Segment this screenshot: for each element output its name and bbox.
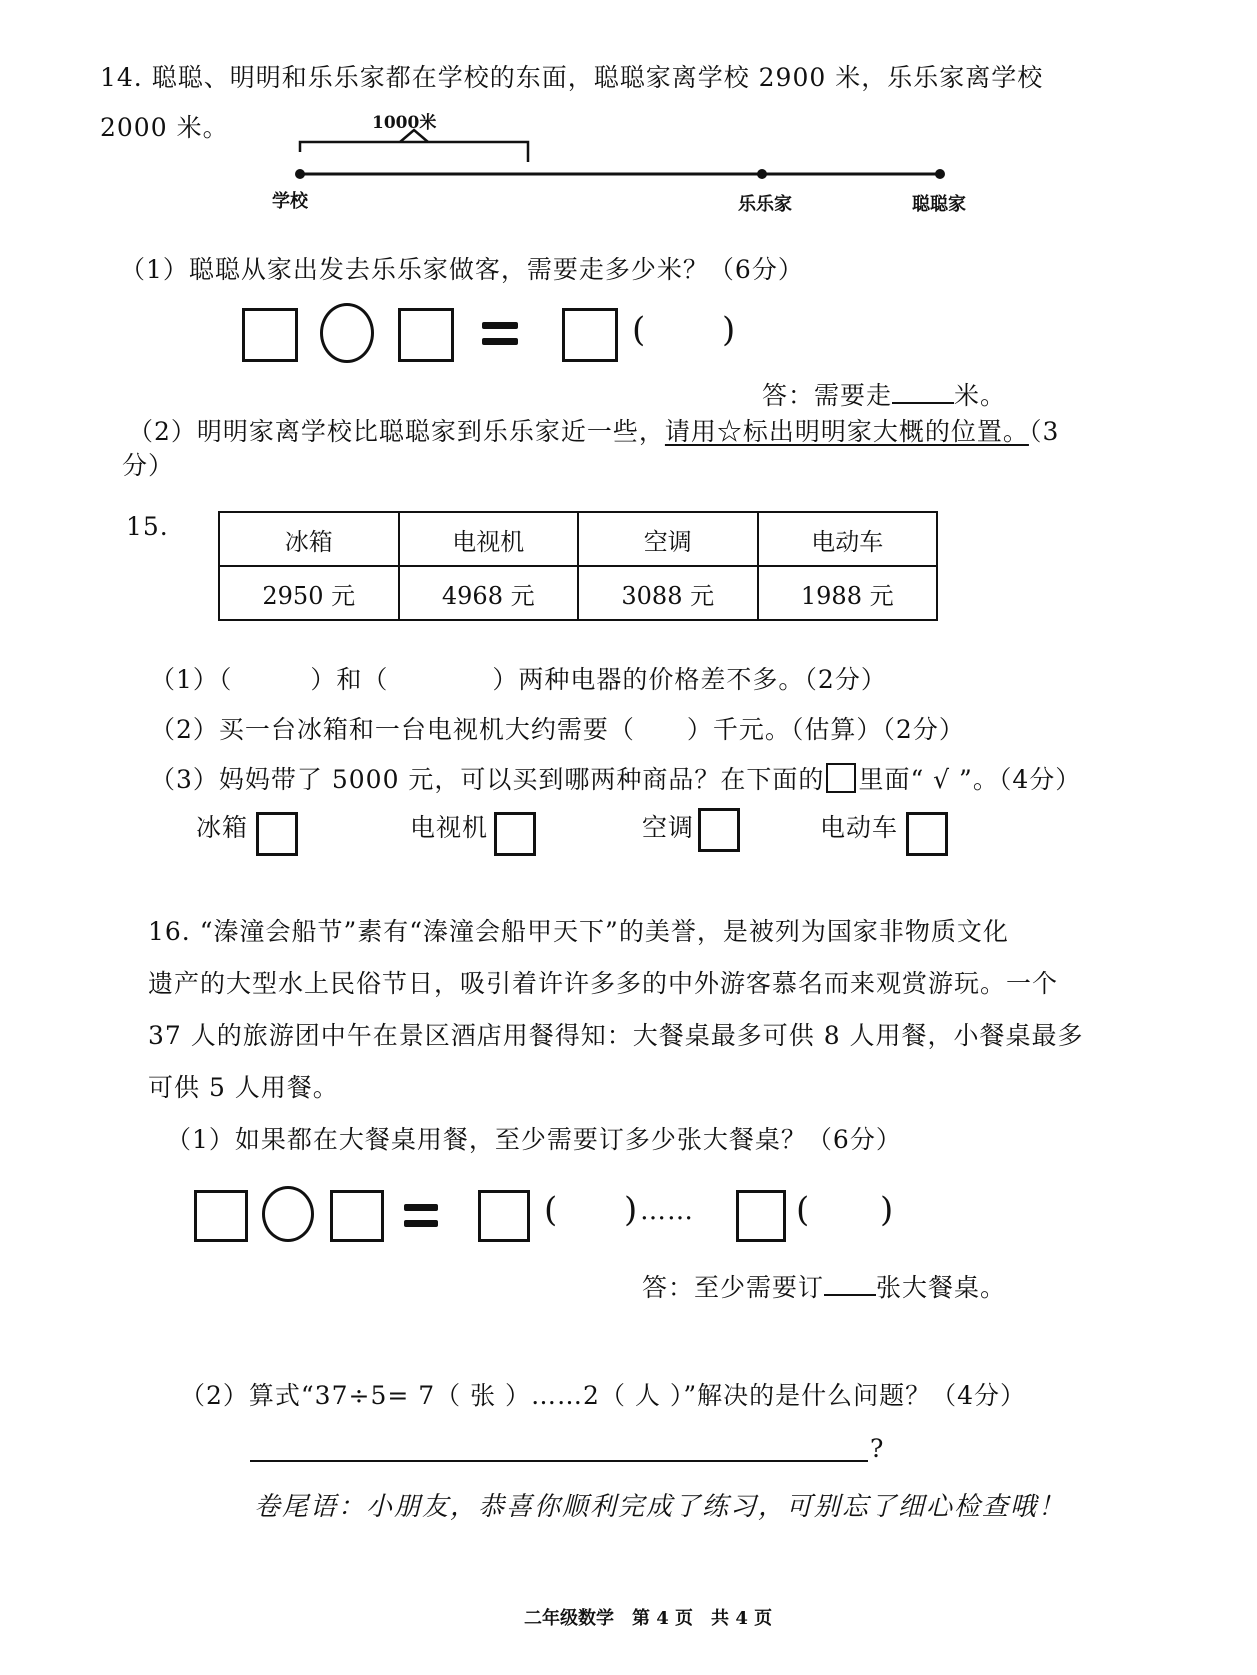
checkbox-ebike[interactable] [906, 812, 948, 856]
operator-circle-1[interactable] [320, 303, 374, 363]
unit-paren-close: ) [722, 310, 736, 350]
answer-box-1[interactable] [242, 308, 298, 362]
page-footer: 二年级数学 第 4 页 共 4 页 [524, 1608, 773, 1629]
q16-qmark: ? [870, 1434, 885, 1463]
label-congcong: 聪聪家 [912, 194, 966, 215]
unit-paren-open: ( [796, 1190, 810, 1230]
header-cell: 电动车 [758, 512, 938, 566]
answer-blank[interactable] [824, 1294, 876, 1296]
table-row [219, 566, 937, 620]
option-label: 冰箱 [196, 813, 249, 842]
q16-line3: 37 人的旅游团中午在景区酒店用餐得知：大餐桌最多可供 8 人用餐，小餐桌最多 [148, 1021, 1084, 1050]
option-label: 电动车 [820, 813, 899, 842]
unit-paren-close: ) [880, 1190, 894, 1230]
q16-line4: 可供 5 人用餐。 [148, 1073, 339, 1102]
checkbox-ac[interactable] [698, 808, 740, 852]
scale-label: 1000米 [372, 113, 437, 133]
answer-blank[interactable] [892, 402, 954, 404]
unit-paren-open: ( [544, 1190, 558, 1230]
unit-paren-open: ( [632, 310, 646, 350]
answer-prefix: 答：需要走 [762, 381, 893, 410]
option-label: 空调 [642, 813, 695, 842]
q15-p3 [150, 760, 1081, 796]
q14-intro-line1: 14. 聪聪、明明和乐乐家都在学校的东面，聪聪家离学校 2900 米，乐乐家离学校 [100, 63, 1044, 92]
scale-brace [300, 142, 528, 162]
checkbox-fridge[interactable] [256, 812, 298, 856]
q16-p1-question: （1）如果都在大餐桌用餐，至少需要订多少张大餐桌？（6分） [166, 1125, 902, 1154]
header-cell: 电视机 [399, 512, 579, 566]
q14-p2-c: （3 [1028, 417, 1060, 446]
equals-bar-bottom [482, 338, 518, 345]
label-school: 学校 [272, 191, 308, 212]
q15-p3-b: 里面“ √ ”。（4分） [858, 765, 1082, 794]
unit-paren-close: ) [624, 1190, 638, 1230]
answer-box-3[interactable] [562, 308, 618, 362]
q15-p1: （1）（ ）和（ ）两种电器的价格差不多。（2分） [150, 665, 887, 694]
price-cell: 1988 元 [758, 566, 938, 620]
inline-checkbox-icon [826, 763, 856, 793]
checkbox-tv[interactable] [494, 812, 536, 856]
q15-number: 15. [126, 512, 169, 541]
q15-p2: （2）买一台冰箱和一台电视机大约需要（ ）千元。（估算）（2分） [150, 715, 965, 744]
label-lele: 乐乐家 [738, 194, 792, 215]
lele-point [757, 169, 767, 179]
answer-suffix: 米。 [954, 381, 1007, 410]
q16-p1-answer [642, 1268, 1006, 1304]
school-point [295, 169, 305, 179]
q16-line2: 遗产的大型水上民俗节日，吸引着许许多多的中外游客慕名而来观赏游玩。一个 [148, 969, 1059, 998]
answer-line[interactable] [250, 1460, 868, 1462]
q14-p2-line2: 分） [122, 451, 175, 480]
answer-box-5[interactable] [330, 1190, 384, 1242]
answer-box-7[interactable] [736, 1190, 786, 1242]
option-label: 电视机 [410, 813, 489, 842]
q14-p2-question [128, 412, 1059, 448]
header-cell: 空调 [578, 512, 758, 566]
congcong-point [935, 169, 945, 179]
answer-box-4[interactable] [194, 1190, 248, 1242]
q14-p2-b: 请用☆标出明明家大概的位置。 [664, 417, 1029, 446]
equals-bar-top [404, 1204, 438, 1211]
q14-p2-a: （2）明明家离学校比聪聪家到乐乐家近一些， [128, 417, 665, 446]
q14-intro-line2: 2000 米。 [100, 113, 229, 142]
operator-circle-2[interactable] [262, 1186, 314, 1242]
price-cell: 4968 元 [399, 566, 579, 620]
q16-line1: 16. “溱潼会船节”素有“溱潼会船甲天下”的美誉，是被列为国家非物质文化 [148, 917, 1009, 946]
q16-p2-question: （2）算式“37÷5= 7（ 张 ）……2（ 人 ）”解决的是什么问题？（4分） [180, 1381, 1027, 1410]
equals-bar-bottom [404, 1220, 438, 1227]
closing-remark: 卷尾语：小朋友，恭喜你顺利完成了练习，可别忘了细心检查哦！ [254, 1492, 1067, 1522]
header-cell: 冰箱 [219, 512, 399, 566]
table-header-row [219, 512, 937, 566]
q14-p1-question: （1）聪聪从家出发去乐乐家做客，需要走多少米？（6分） [120, 255, 804, 284]
q15-p3-a: （3）妈妈带了 5000 元，可以买到哪两种商品？在下面的 [150, 765, 825, 794]
answer-suffix: 张大餐桌。 [876, 1273, 1007, 1302]
ellipsis: …… [640, 1196, 694, 1226]
equals-bar-top [482, 322, 518, 329]
price-cell: 2950 元 [219, 566, 399, 620]
price-cell: 3088 元 [578, 566, 758, 620]
price-table [218, 511, 938, 621]
answer-box-6[interactable] [478, 1190, 530, 1242]
answer-box-2[interactable] [398, 308, 454, 362]
q14-p1-answer [762, 376, 1006, 412]
answer-prefix: 答：至少需要订 [642, 1273, 825, 1302]
